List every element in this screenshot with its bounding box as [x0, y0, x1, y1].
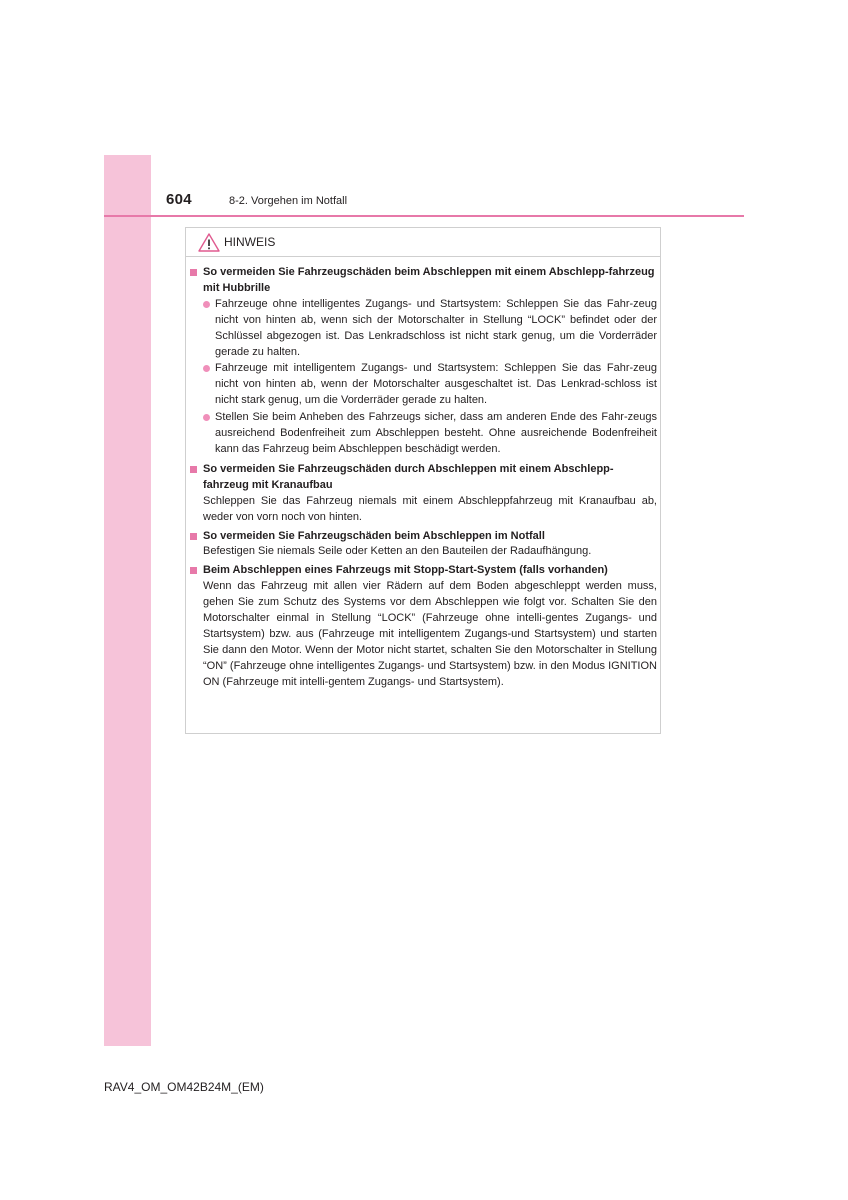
- notice-header: [186, 228, 660, 257]
- section-text: Wenn das Fahrzeug mit allen vier Rädern auf dem Boden abgeschleppt werden muss, gehen Sie zum Schutz des Systems vor dem Abschleppen wie folgt vor. Schalten Sie den Motorschalter einmal in Stellung “LOCK” (Fahrzeuge ohne intelli-gentes Zugangs- und Startsystem) bzw. aus (Fahrzeuge mit intelligentem Zugangs-und Startsystem) und starten Sie dann den Motor. Wenn der Motor nicht startet, schalten Sie den Motorschalter in Stellung “ON” (Fahrzeuge ohne intelligentes Zugangs- und Startsystem) bzw. in den Modus IGNITION ON (Fahrzeuge mit intelli-gentem Zugangs- und Startsystem).: [203, 580, 657, 688]
- section-text: Schleppen Sie das Fahrzeug niemals mit einem Abschleppfahrzeug mit Kranaufbau ab, weder von vorn noch von hinten.: [203, 494, 657, 523]
- square-bullet-icon: [190, 533, 197, 540]
- round-bullet-icon: [203, 414, 210, 421]
- warning-triangle-icon: [198, 233, 220, 252]
- chapter-tab-bar: [104, 155, 151, 1046]
- section-title: 8-2. Vorgehen im Notfall: [229, 195, 348, 207]
- notice-box: [185, 227, 661, 734]
- list-item: Stellen Sie beim Anheben des Fahrzeugs sicher, dass am anderen Ende des Fahr-zeugs ausreichend Bodenfreiheit zum Abschleppen besteht. Ohne ausreichende Bodenfreiheit kann das Fahrzeug beim Abschleppen beschädigt werden.: [203, 410, 657, 458]
- section-heading: So vermeiden Sie Fahrzeugschäden beim Abschleppen mit einem Abschlepp-fahrzeug mit Hubbrille: [189, 265, 657, 297]
- list-item: Fahrzeuge ohne intelligentes Zugangs- und Startsystem: Schleppen Sie das Fahr-zeug nicht von hinten ab, wenn sich der Motorschalter in Stellung “LOCK” befindet oder der Schlüssel abgezogen ist. Das Lenkradschloss ist nicht stark genug, um die Vorderräder gerade zu halten.: [203, 297, 657, 361]
- notice-content: [189, 265, 657, 694]
- page-number: 604: [166, 191, 192, 208]
- square-bullet-icon: [190, 269, 197, 276]
- section-heading: Beim Abschleppen eines Fahrzeugs mit Stopp-Start-System (falls vorhanden): [189, 563, 657, 579]
- round-bullet-icon: [203, 301, 210, 308]
- section-heading: So vermeiden Sie Fahrzeugschäden durch Abschleppen mit einem Abschlepp-fahrzeug mit Kranaufbau: [189, 462, 657, 494]
- square-bullet-icon: [190, 466, 197, 473]
- document-code: RAV4_OM_OM42B24M_(EM): [104, 1080, 264, 1094]
- list-item: Fahrzeuge mit intelligentem Zugangs- und Startsystem: Schleppen Sie das Fahr-zeug nicht von hinten ab, wenn der Motorschalter ausgeschaltet ist. Das Lenkrad-schloss ist nicht stark genug, um die Vorderräder gerade zu halten.: [203, 361, 657, 409]
- round-bullet-icon: [203, 365, 210, 372]
- header-rule: [104, 215, 744, 217]
- notice-title: HINWEIS: [224, 235, 276, 249]
- square-bullet-icon: [190, 567, 197, 574]
- section-text: Befestigen Sie niemals Seile oder Ketten an den Bauteilen der Radaufhängung.: [203, 545, 592, 558]
- section-heading: So vermeiden Sie Fahrzeugschäden beim Abschleppen im Notfall: [189, 529, 657, 545]
